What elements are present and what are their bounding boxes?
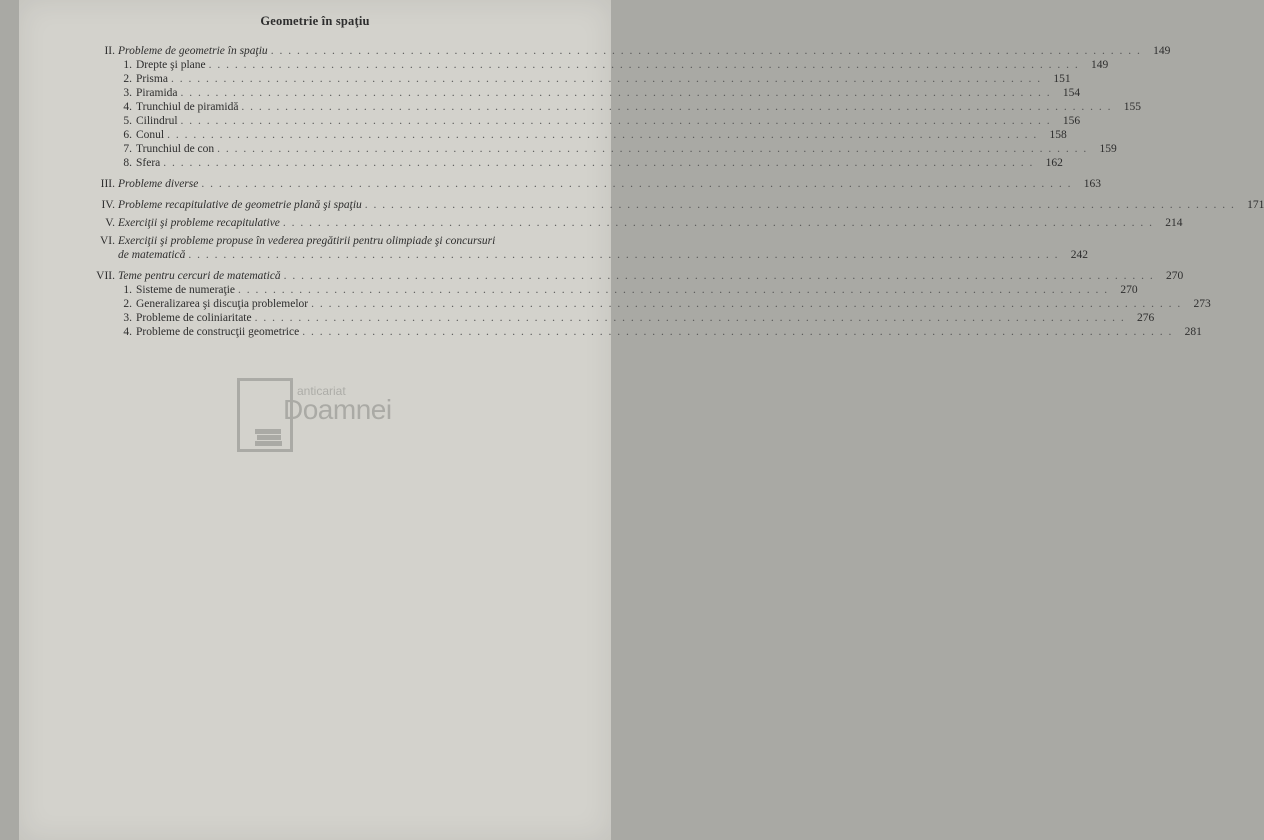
leader-dots bbox=[209, 58, 1080, 72]
toc-item bbox=[87, 142, 1117, 156]
chapter-number: II. bbox=[104, 45, 115, 57]
page-number: 159 bbox=[1099, 143, 1117, 155]
leader-dots bbox=[365, 198, 1236, 212]
toc-item bbox=[87, 325, 1202, 339]
page-number: 276 bbox=[1136, 312, 1155, 324]
page-number: 162 bbox=[1045, 157, 1063, 169]
item-title: Generalizarea şi discuţia problemelor bbox=[136, 298, 309, 310]
leader-dots bbox=[302, 325, 1173, 339]
item-number: 8. bbox=[123, 157, 132, 169]
item-title: Probleme de coliniaritate bbox=[136, 312, 252, 324]
toc-chapter-v bbox=[87, 216, 1183, 230]
watermark-text-top: anticariat bbox=[297, 384, 346, 398]
leader-dots bbox=[284, 269, 1155, 283]
item-number: 4. bbox=[123, 326, 132, 338]
chapter-title-line-1: Exerciţii şi probleme propuse în vederea pregătirii pentru olimpiade şi concursuri bbox=[118, 235, 496, 247]
leader-dots bbox=[283, 216, 1154, 230]
item-title: Cilindrul bbox=[136, 115, 178, 127]
toc-chapter-vi bbox=[87, 234, 1089, 262]
item-number: 3. bbox=[123, 87, 132, 99]
watermark-text-main: Doamnei bbox=[283, 394, 392, 425]
page-number: 155 bbox=[1123, 101, 1142, 113]
chapter-number: III. bbox=[100, 178, 115, 190]
toc-chapter-vii bbox=[87, 269, 1184, 283]
item-number: 3. bbox=[123, 312, 132, 324]
chapter-number: V. bbox=[105, 217, 115, 229]
item-number: 7. bbox=[123, 143, 132, 155]
book-page bbox=[19, 0, 1264, 840]
page-number: 273 bbox=[1193, 298, 1211, 310]
leader-dots bbox=[238, 283, 1109, 297]
chapter-number: IV. bbox=[101, 199, 115, 211]
page-number: 158 bbox=[1049, 129, 1067, 141]
page-number: 242 bbox=[1070, 249, 1089, 261]
page-number: 281 bbox=[1184, 326, 1202, 338]
item-number: 6. bbox=[123, 129, 132, 141]
page-number: 270 bbox=[1120, 284, 1138, 296]
item-number: 2. bbox=[123, 73, 132, 85]
page-number: 163 bbox=[1083, 178, 1101, 190]
chapter-title: Probleme recapitulative de geometrie plană şi spaţiu bbox=[118, 199, 362, 211]
item-number: 1. bbox=[123, 59, 132, 71]
page-number: 171 bbox=[1247, 199, 1264, 211]
item-title: Sisteme de numeraţie bbox=[136, 284, 235, 296]
chapter-title: Probleme diverse bbox=[118, 178, 199, 190]
watermark bbox=[237, 378, 417, 460]
toc-item bbox=[87, 297, 1211, 311]
table-of-contents bbox=[87, 44, 1264, 339]
leader-dots bbox=[163, 156, 1034, 170]
leader-dots bbox=[167, 128, 1038, 142]
page-number: 149 bbox=[1153, 45, 1171, 57]
item-number: 4. bbox=[123, 101, 132, 113]
toc-chapter-iv bbox=[87, 198, 1264, 212]
leader-dots bbox=[271, 44, 1142, 58]
leader-dots bbox=[255, 311, 1126, 325]
toc-item bbox=[87, 311, 1155, 325]
item-title: Drepte şi plane bbox=[136, 59, 206, 71]
chapter-title-line-2: de matematică bbox=[118, 249, 186, 261]
item-number: 1. bbox=[123, 284, 132, 296]
leader-dots bbox=[311, 297, 1182, 311]
leader-dots bbox=[188, 248, 1059, 262]
toc-item bbox=[87, 86, 1081, 100]
item-title: Piramida bbox=[136, 87, 178, 99]
leader-dots bbox=[201, 177, 1072, 191]
toc-item bbox=[87, 283, 1138, 297]
leader-dots bbox=[181, 86, 1052, 100]
toc-item bbox=[87, 156, 1063, 170]
chapter-title: Probleme de geometrie în spaţiu bbox=[118, 45, 268, 57]
leader-dots bbox=[217, 142, 1088, 156]
running-header: Geometrie în spaţiu bbox=[260, 14, 370, 28]
toc-item bbox=[87, 114, 1081, 128]
chapter-title: Exerciţii şi probleme recapitulative bbox=[118, 217, 280, 229]
toc-item bbox=[87, 58, 1109, 72]
page-number: 270 bbox=[1166, 270, 1184, 282]
page-number: 214 bbox=[1165, 217, 1183, 229]
item-title: Probleme de construcţii geometrice bbox=[136, 326, 300, 338]
leader-dots bbox=[241, 100, 1112, 114]
page-number: 151 bbox=[1053, 73, 1071, 85]
chapter-number: VI. bbox=[99, 235, 115, 247]
toc-item bbox=[87, 128, 1067, 142]
books-icon bbox=[254, 427, 284, 447]
toc-item bbox=[87, 100, 1142, 114]
item-number: 2. bbox=[123, 298, 132, 310]
item-title: Conul bbox=[136, 129, 165, 141]
page-number: 149 bbox=[1091, 59, 1109, 71]
leader-dots bbox=[171, 72, 1042, 86]
leader-dots bbox=[181, 114, 1052, 128]
toc-item bbox=[87, 72, 1071, 86]
chapter-number: VII. bbox=[96, 270, 115, 282]
item-title: Trunchiul de piramidă bbox=[136, 101, 239, 113]
item-title: Trunchiul de con bbox=[136, 143, 215, 155]
page-number: 156 bbox=[1062, 115, 1081, 127]
page-number: 154 bbox=[1062, 87, 1081, 99]
item-title: Prisma bbox=[136, 73, 168, 85]
chapter-title: Teme pentru cercuri de matematică bbox=[118, 270, 281, 282]
toc-chapter-ii bbox=[87, 44, 1171, 58]
item-number: 5. bbox=[123, 115, 132, 127]
item-title: Sfera bbox=[136, 157, 161, 169]
toc-chapter-iii bbox=[87, 177, 1101, 191]
